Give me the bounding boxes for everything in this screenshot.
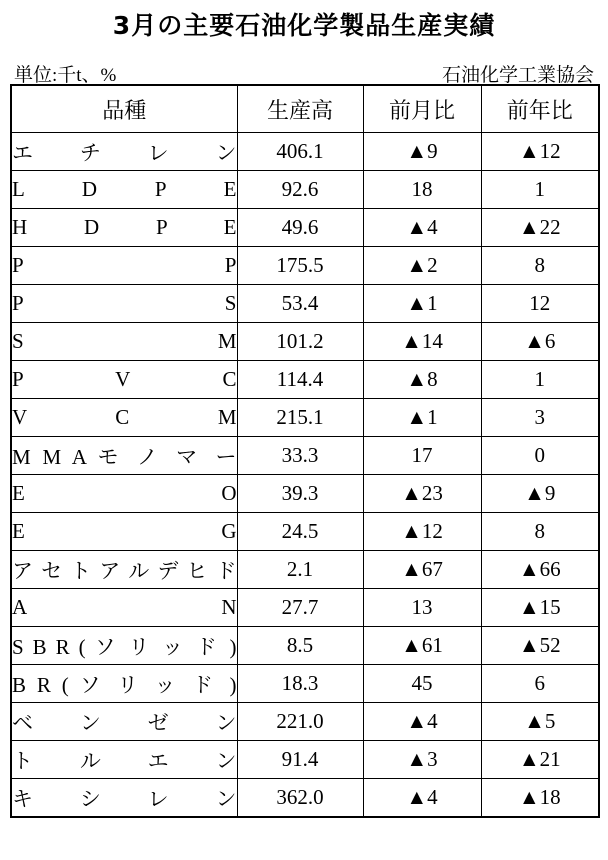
yoy-cell: 8 <box>481 513 599 551</box>
production-cell: 92.6 <box>237 171 363 209</box>
table-row <box>11 513 599 551</box>
item-cell <box>11 665 237 703</box>
production-cell: 33.3 <box>237 437 363 475</box>
item-cell <box>11 741 237 779</box>
production-table <box>10 84 600 818</box>
production-cell: 2.1 <box>237 551 363 589</box>
item-name: V C M <box>12 405 237 429</box>
yoy-cell: 1 <box>481 171 599 209</box>
yoy-cell: 12 <box>481 285 599 323</box>
header-mom: 前月比 <box>363 85 481 133</box>
item-cell <box>11 627 237 665</box>
mom-cell: ▲12 <box>363 513 481 551</box>
table-row <box>11 741 599 779</box>
item-name: B R ( ソ リ ッ ド ) <box>12 672 237 697</box>
production-cell: 175.5 <box>237 247 363 285</box>
yoy-cell: 6 <box>481 665 599 703</box>
item-cell <box>11 399 237 437</box>
production-cell: 91.4 <box>237 741 363 779</box>
yoy-cell: 1 <box>481 361 599 399</box>
item-cell <box>11 171 237 209</box>
table-row <box>11 209 599 247</box>
mom-cell: ▲14 <box>363 323 481 361</box>
production-cell: 406.1 <box>237 133 363 171</box>
mom-cell: ▲9 <box>363 133 481 171</box>
item-cell <box>11 551 237 589</box>
production-cell: 18.3 <box>237 665 363 703</box>
item-cell <box>11 209 237 247</box>
mom-cell: 45 <box>363 665 481 703</box>
yoy-cell: ▲52 <box>481 627 599 665</box>
yoy-cell: ▲12 <box>481 133 599 171</box>
yoy-cell: ▲22 <box>481 209 599 247</box>
table-row <box>11 703 599 741</box>
table-row <box>11 247 599 285</box>
header-item: 品種 <box>11 85 237 133</box>
yoy-cell: ▲66 <box>481 551 599 589</box>
item-name: P S <box>12 291 237 315</box>
yoy-cell: ▲6 <box>481 323 599 361</box>
table-row <box>11 171 599 209</box>
mom-cell: 13 <box>363 589 481 627</box>
item-name: E G <box>12 519 237 543</box>
mom-cell: ▲23 <box>363 475 481 513</box>
mom-cell: ▲1 <box>363 399 481 437</box>
item-cell <box>11 437 237 475</box>
table-row <box>11 437 599 475</box>
yoy-cell: 8 <box>481 247 599 285</box>
item-name: P V C <box>12 367 237 391</box>
production-cell: 53.4 <box>237 285 363 323</box>
mom-cell: ▲4 <box>363 209 481 247</box>
item-name: M M A モ ノ マ ー <box>12 444 237 469</box>
table-row <box>11 589 599 627</box>
production-cell: 39.3 <box>237 475 363 513</box>
item-name: L D P E <box>12 177 237 201</box>
header-row <box>11 85 599 133</box>
table-row <box>11 361 599 399</box>
table-body <box>11 133 599 818</box>
table-row <box>11 665 599 703</box>
item-name: キ シ レ ン <box>12 786 237 811</box>
item-cell <box>11 323 237 361</box>
table-row <box>11 475 599 513</box>
item-cell <box>11 247 237 285</box>
item-cell <box>11 133 237 171</box>
item-name: ア セ ト ア ル デ ヒ ド <box>12 558 237 583</box>
production-cell: 24.5 <box>237 513 363 551</box>
table-row <box>11 285 599 323</box>
table-row <box>11 551 599 589</box>
production-cell: 114.4 <box>237 361 363 399</box>
unit-label: 単位:千t、% <box>14 65 117 86</box>
mom-cell: 17 <box>363 437 481 475</box>
table-row <box>11 779 599 818</box>
item-name: E O <box>12 481 237 505</box>
production-cell: 27.7 <box>237 589 363 627</box>
item-cell <box>11 285 237 323</box>
yoy-cell: ▲18 <box>481 779 599 818</box>
mom-cell: ▲4 <box>363 779 481 818</box>
mom-cell: ▲61 <box>363 627 481 665</box>
mom-cell: ▲3 <box>363 741 481 779</box>
yoy-cell: ▲15 <box>481 589 599 627</box>
item-cell <box>11 779 237 818</box>
yoy-cell: ▲9 <box>481 475 599 513</box>
page-title: 3月の主要石油化学製品生産実績 <box>112 11 496 40</box>
mom-cell: ▲1 <box>363 285 481 323</box>
item-cell <box>11 361 237 399</box>
source-label: 石油化学工業協会 <box>441 65 594 86</box>
table-row <box>11 323 599 361</box>
item-cell <box>11 589 237 627</box>
item-name: ト ル エ ン <box>12 748 237 773</box>
mom-cell: 18 <box>363 171 481 209</box>
production-cell: 101.2 <box>237 323 363 361</box>
mom-cell: ▲2 <box>363 247 481 285</box>
item-name: A N <box>12 595 237 619</box>
production-cell: 221.0 <box>237 703 363 741</box>
yoy-cell: 3 <box>481 399 599 437</box>
item-name: S B R ( ソ リ ッ ド ) <box>12 634 237 659</box>
yoy-cell: 0 <box>481 437 599 475</box>
table-row <box>11 133 599 171</box>
table-row <box>11 627 599 665</box>
production-cell: 49.6 <box>237 209 363 247</box>
production-cell: 215.1 <box>237 399 363 437</box>
item-name: S M <box>12 329 237 353</box>
item-name: ベ ン ゼ ン <box>12 710 237 735</box>
table-row <box>11 399 599 437</box>
item-name: P P <box>12 253 237 277</box>
item-cell <box>11 703 237 741</box>
production-cell: 362.0 <box>237 779 363 818</box>
mom-cell: ▲8 <box>363 361 481 399</box>
item-cell <box>11 475 237 513</box>
yoy-cell: ▲5 <box>481 703 599 741</box>
production-cell: 8.5 <box>237 627 363 665</box>
yoy-cell: ▲21 <box>481 741 599 779</box>
mom-cell: ▲4 <box>363 703 481 741</box>
header-production: 生産高 <box>237 85 363 133</box>
item-name: H D P E <box>12 215 237 239</box>
item-name: エ チ レ ン <box>12 140 237 165</box>
item-cell <box>11 513 237 551</box>
mom-cell: ▲67 <box>363 551 481 589</box>
header-yoy: 前年比 <box>481 85 599 133</box>
